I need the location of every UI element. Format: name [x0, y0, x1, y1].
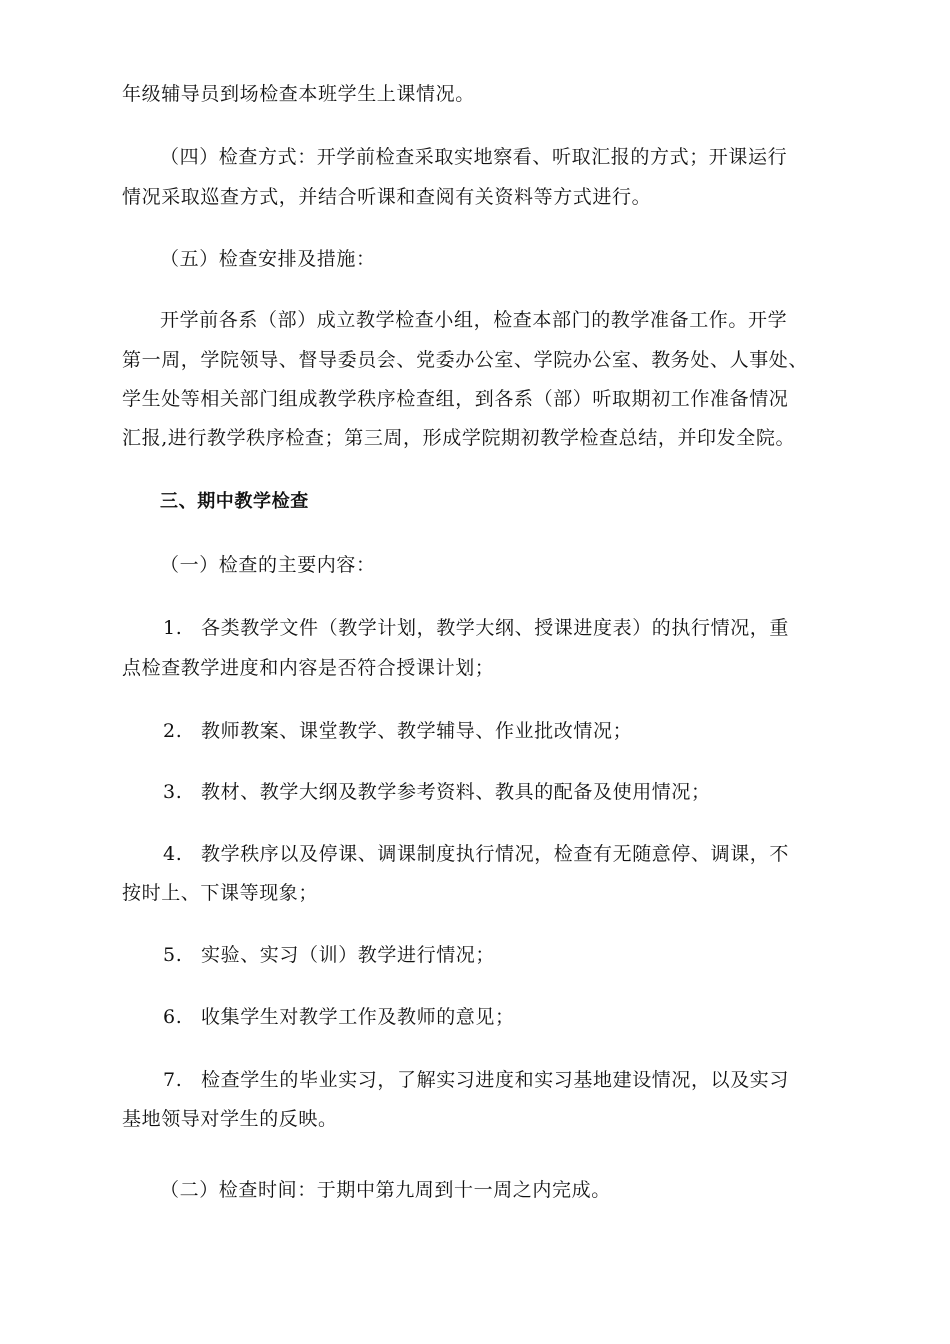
list-item-continuation: 基地领导对学生的反映。 — [122, 1108, 338, 1130]
list-item — [163, 842, 789, 866]
list-item-number: 7. — [163, 1069, 183, 1091]
list-item-number: 1. — [163, 617, 183, 639]
list-item-text: 各类教学文件（教学计划，教学大纲、授课进度表）的执行情况，重 — [201, 617, 790, 639]
paragraph-line: 学生处等相关部门组成教学秩序检查组，到各系（部）听取期初工作准备情况 — [122, 388, 789, 410]
list-item-number: 5. — [163, 944, 183, 966]
list-item-number: 2. — [163, 720, 183, 742]
paragraph-line: 情况采取巡查方式，并结合听课和查阅有关资料等方式进行。 — [122, 186, 652, 208]
paragraph-line: （四）检查方式：开学前检查采取实地察看、听取汇报的方式；开课运行 — [160, 146, 788, 168]
list-item — [163, 719, 632, 743]
list-item-number: 4. — [163, 843, 183, 865]
paragraph-line: （五）检查安排及措施： — [160, 248, 376, 270]
paragraph-line: （二）检查时间：于期中第九周到十一周之内完成。 — [160, 1179, 611, 1201]
list-item — [163, 616, 789, 640]
list-item-number: 3. — [163, 781, 183, 803]
paragraph-line: 第一周，学院领导、督导委员会、党委办公室、学院办公室、教务处、人事处、 — [122, 349, 809, 371]
list-item-continuation: 点检查教学进度和内容是否符合授课计划； — [122, 657, 495, 679]
paragraph-line: 汇报,进行教学秩序检查；第三周，形成学院期初教学检查总结，并印发全院。 — [122, 427, 796, 449]
list-item — [163, 1005, 515, 1029]
list-item-text: 实验、实习（训）教学进行情况； — [201, 944, 496, 966]
list-item-text: 教师教案、课堂教学、教学辅导、作业批改情况； — [201, 720, 633, 742]
section-heading: 三、期中教学检查 — [160, 491, 309, 512]
list-item-text: 检查学生的毕业实习，了解实习进度和实习基地建设情况，以及实习 — [201, 1069, 790, 1091]
list-item — [163, 1068, 789, 1092]
paragraph-line: 开学前各系（部）成立教学检查小组，检查本部门的教学准备工作。开学 — [160, 309, 788, 331]
list-item-text: 教学秩序以及停课、调课制度执行情况，检查有无随意停、调课，不 — [201, 843, 790, 865]
list-item-continuation: 按时上、下课等现象； — [122, 882, 319, 904]
list-item — [163, 943, 495, 967]
list-item-number: 6. — [163, 1006, 183, 1028]
subsection-heading: （一）检查的主要内容： — [160, 554, 376, 576]
list-item-text: 教材、教学大纲及教学参考资料、教具的配备及使用情况； — [201, 781, 711, 803]
paragraph-line: 年级辅导员到场检查本班学生上课情况。 — [122, 83, 475, 105]
list-item-text: 收集学生对教学工作及教师的意见； — [201, 1006, 515, 1028]
list-item — [163, 780, 711, 804]
